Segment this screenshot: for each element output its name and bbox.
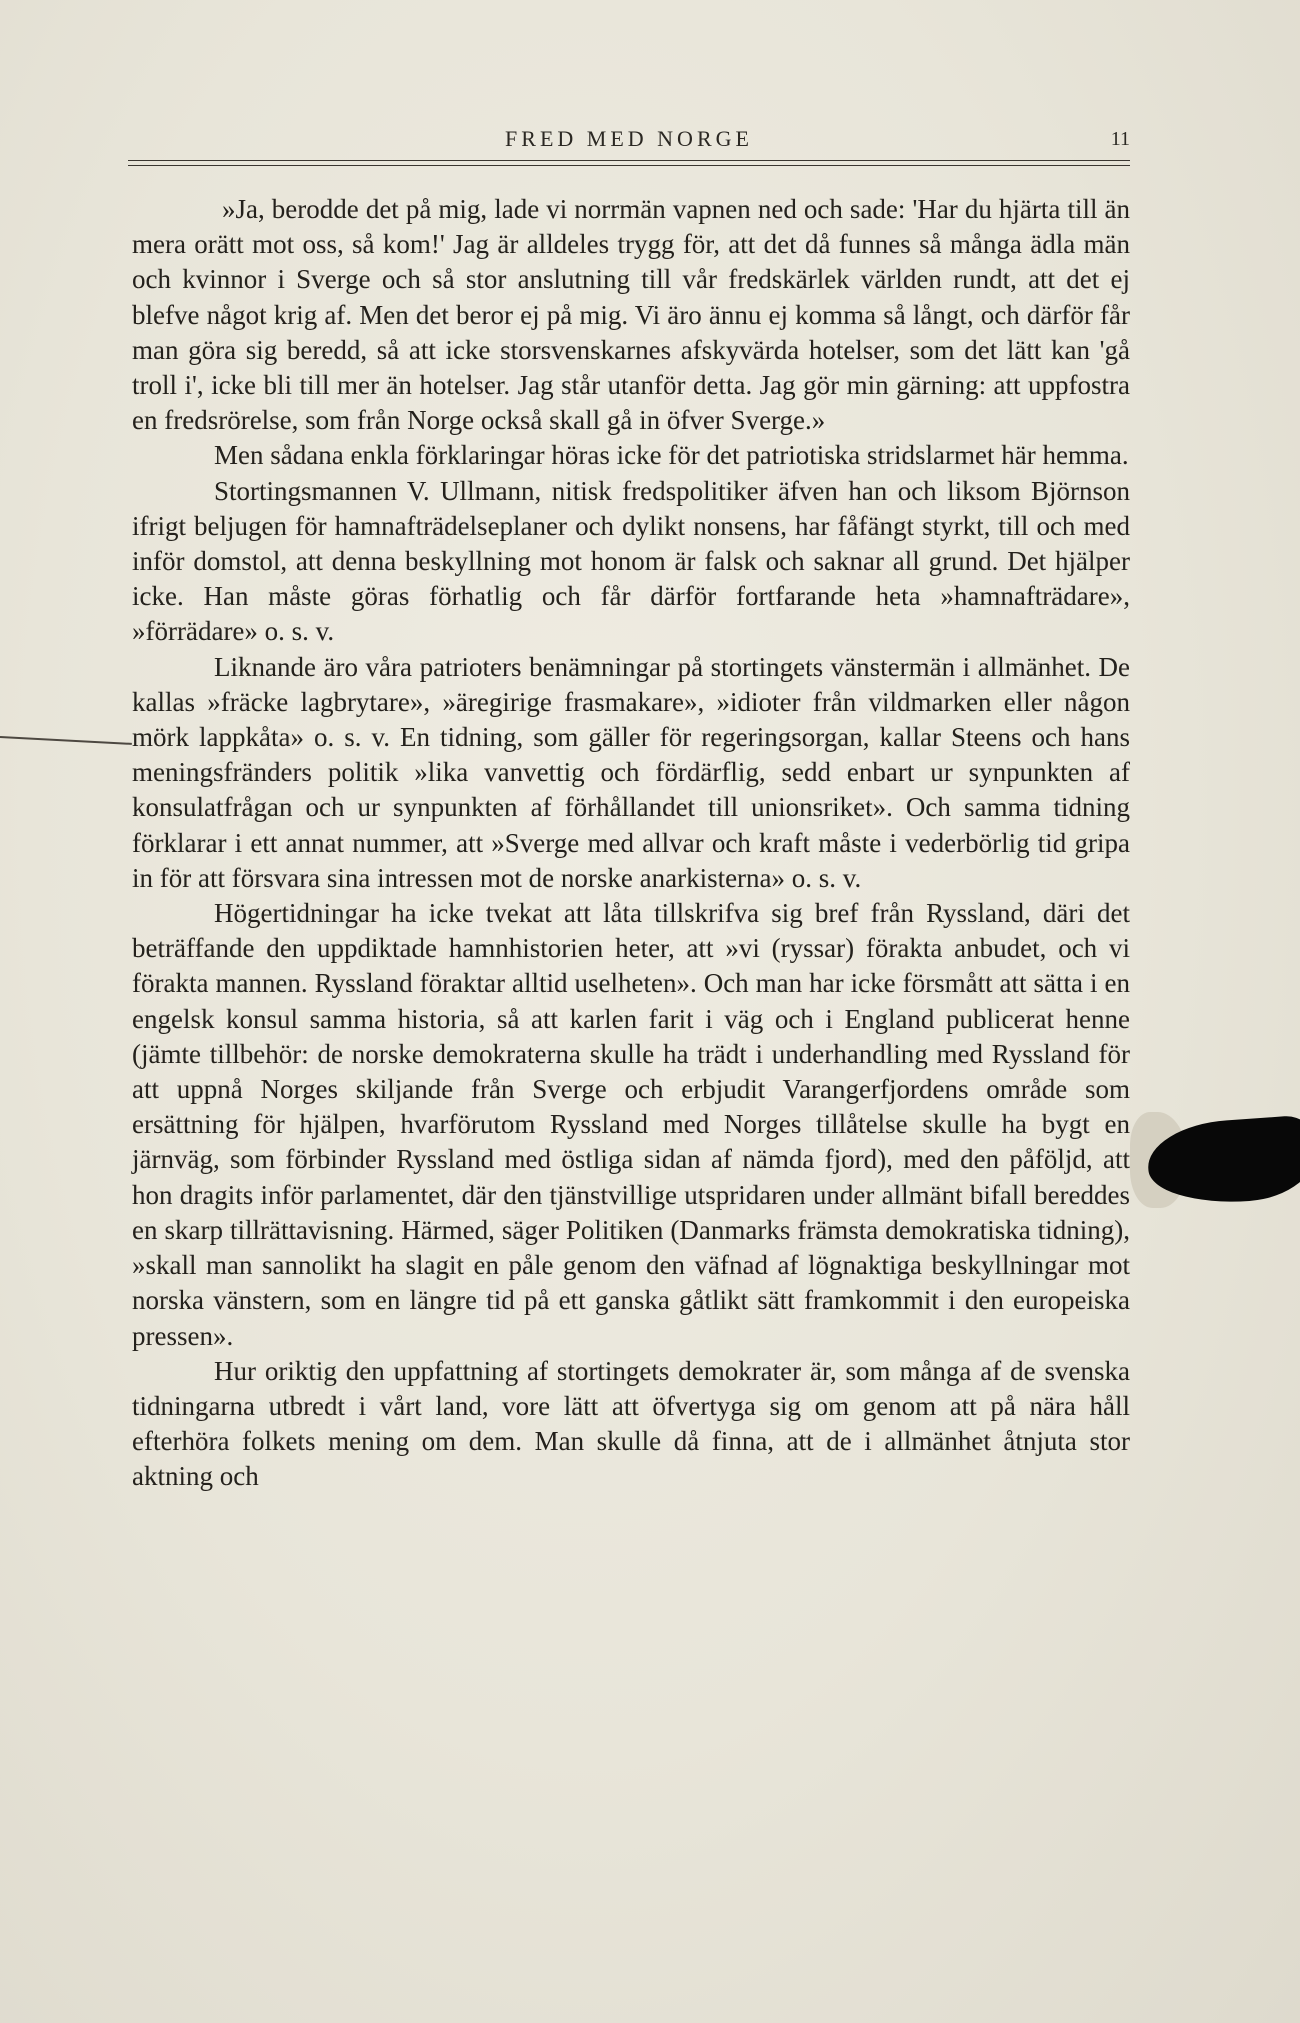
header-rule [128,165,1130,166]
paragraph: Högertidningar ha icke tvekat att låta tillskrifva sig bref från Ryssland, däri det beträffande den uppdiktade hamnhistorien heter, att »vi (ryssar) förakta anbudet, och vi förakta mannen. Ryssland föraktar alltid uselheten». Och man har icke försmått att sätta i en engelsk konsul samma historia, så att karlen farit i väg och i England publicerat henne (jämte tillbehör: de norske demokraterna skulle ha trädt i underhandling med Ryssland för att uppnå Norges skiljande från Sverge och erbjudit Varangerfjordens område som ersättning för hjälpen, hvarförutom Ryssland med Norges tillåtelse skulle ha bygt en järnväg, som förbinder Ryssland med östliga sidan af nämda fjord), med den påföljd, att hon dragits inför parlamentet, där den tjänstvillige utspridaren under allmänt bifall bereddes en skarp tillrättavisning. Härmed, säger Politiken (Danmarks främsta demokratiska tidning), »skall man sannolikt ha slagit en påle genom den väfnad af lögnaktiga beskyllningar mot norska vänstern, som en längre tid på ett ganska gåtlikt sätt framkommit i den europeiska pressen». [132,898,1130,1351]
paragraph: Men sådana enkla förklaringar höras icke för det patriotiska stridslarmet här hemma. [214,440,1129,471]
header-rule [128,160,1130,161]
paragraph: Hur oriktig den uppfattning af stortingets demokrater är, som många af de svenska tidningarna utbredt i vårt land, vore lätt att öfvertyga sig om genom att på nära håll efterhöra folkets mening om dem. Man skulle då finna, att de i allmänhet åtnjuta stor aktning och [132,1355,1130,1492]
paragraph: Liknande äro våra patrioters benämningar på stortingets vänstermän i allmänhet. De kallas »fräcke lagbrytare», »äregirige frasmakare», »idioter från vildmarken eller någon mörk lappkåta» o. s. v. En tidning, som gäller för regeringsorgan, kallar Steens och hans meningsfränders politik »lika vanvettig och fördärflig, sedd enbart ur synpunkten af konsulatfrågan och ur synpunkten af förhållandet till unionsriket». Och samma tidning förklarar i ett annat nummer, att »Sverge med allvar och kraft måste i vederbörlig tid gripa in för att försvara sina intressen mot de norske anarkisterna» o. s. v. [132,651,1130,893]
paragraph: Stortingsmannen V. Ullmann, nitisk fredspolitiker äfven han och liksom Björnson ifrigt beljugen för hamnafträdelseplaner och dylikt nonsens, har fåfängt styrkt, till och med inför domstol, att denna beskyllning mot honom är falsk och saknar all grund. Det hjälper icke. Han måste göras förhatlig och får därför fortfarande heta »hamnafträdare», »förrädare» o. s. v. [132,475,1130,647]
page-header [128,124,1130,168]
paper-crease [0,736,132,745]
page-number: 11 [1110,128,1130,150]
body-text [132,192,1130,1495]
running-title: FRED MED NORGE [505,126,753,151]
paragraph: »Ja, berodde det på mig, lade vi norrmän vapnen ned och sade: 'Har du hjärta till än mera orätt mot oss, så kom!' Jag är alldeles trygg för, att det då funnes så många ädla män och kvinnor i Sverge och så stor anslutning till vår fredskärlek världen rundt, att det ej blefve något krig af. Men det beror ej på mig. Vi äro ännu ej komma så långt, och därför får man göra sig beredd, så att icke storsvenskarnes afskyvärda hotelser, som det lätt kan 'gå troll i', icke bli till mer än hotelser. Jag står utanför detta. Jag gör min gärning: att uppfostra en fredsrörelse, som från Norge också skall gå in öfver Sverge.» [132,194,1130,436]
